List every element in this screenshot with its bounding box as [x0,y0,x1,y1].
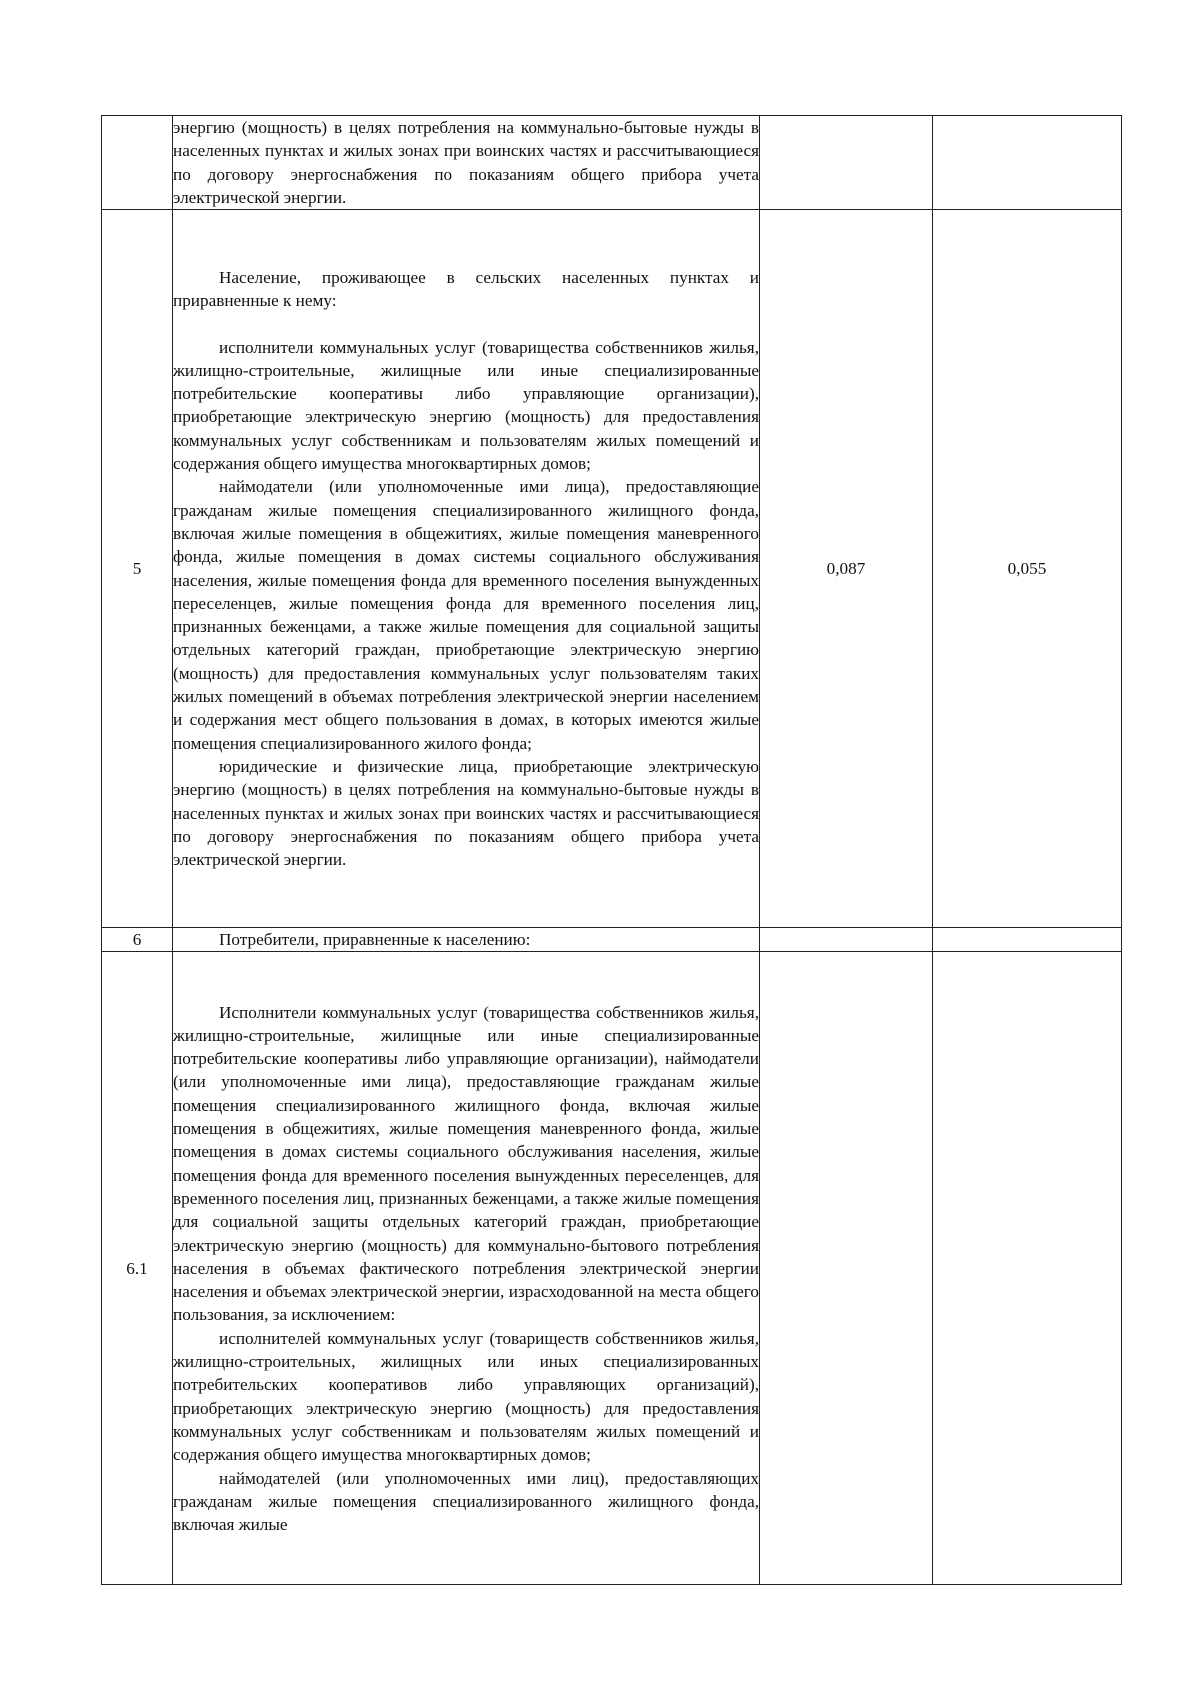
table-row [102,116,1122,210]
row-number-cell: 5 [102,210,173,928]
paragraph-spacer [173,313,759,336]
description-paragraph: энергию (мощность) в целях потребления на коммунально-бытовые нужды в населенных пунктах и жилых зонах при воинских частях и рассчитывающиеся по договору энергоснабжения по показаниям общего прибора учета электрической энергии. [173,118,759,207]
description-cell [173,210,760,928]
description-paragraph: Население, проживающее в сельских населенных пунктах и приравненные к нему: [173,267,759,311]
description-cell [173,928,760,952]
tariff-table [101,115,1122,1585]
value-cell-2: 0,055 [933,210,1122,928]
table-row [102,210,1122,928]
row-number-cell: 6.1 [102,952,173,1585]
description-paragraph: исполнителей коммунальных услуг (товариществ собственников жилья, жилищно-строительных, жилищных или иных специализированных потребительских кооперативов либо управляющих организаций), приобретающих электрическую энергию (мощность) для предоставления коммунальных услуг собственникам и пользователям жилых помещений и содержания общего имущества многоквартирных домов; [173,1328,759,1465]
value-cell-1 [760,928,933,952]
description-cell [173,952,760,1585]
description-paragraph: наймодателей (или уполномоченных ими лиц), предоставляющих гражданам жилые помещения специализированного жилищного фонда, включая жилые [173,1468,759,1535]
description-paragraph: наймодатели (или уполномоченные ими лица), предоставляющие гражданам жилые помещения специализированного жилищного фонда, включая жилые помещения в общежитиях, жилые помещения маневренного фонда, жилые помещения в домах системы социального обслуживания населения, жилые помещения фонда для временного поселения вынужденных переселенцев, жилые помещения фонда для временного поселения лиц, признанных беженцами, а также жилые помещения для социальной защиты отдельных категорий граждан, приобретающие электрическую энергию (мощность) для предоставления коммунальных услуг пользователям таких жилых помещений в объемах потребления электрической энергии населением и содержания мест общего пользования в домах, в которых имеются жилые помещения специализированного жилого фонда; [173,477,759,753]
value-cell-2 [933,116,1122,210]
description-paragraph: юридические и физические лица, приобретающие электрическую энергию (мощность) в целях потребления на коммунально-бытовые нужды в населенных пунктах и жилых зонах при воинских частях и рассчитывающиеся по договору энергоснабжения по показаниям общего прибора учета электрической энергии. [173,756,759,870]
description-paragraph: Потребители, приравненные к населению: [219,930,531,950]
value-cell-1 [760,116,933,210]
value-cell-1: 0,087 [760,210,933,928]
value-cell-2 [933,928,1122,952]
value-cell-1 [760,952,933,1585]
table-row [102,928,1122,952]
description-paragraph: исполнители коммунальных услуг (товарищества собственников жилья, жилищно-строительные, жилищные или иные специализированные потребительские кооперативы либо управляющие организации), приобретающие электрическую энергию (мощность) для предоставления коммунальных услуг собственникам и пользователям жилых помещений и содержания общего имущества многоквартирных домов; [173,337,759,474]
table-row [102,952,1122,1585]
description-paragraph: Исполнители коммунальных услуг (товарищества собственников жилья, жилищно-строительные, жилищные или иные специализированные потребительские кооперативы либо управляющие организации), наймодатели (или уполномоченные ими лица), предоставляющие гражданам жилые помещения специализированного жилищного фонда, включая жилые помещения в общежитиях, жилые помещения маневренного фонда, жилые помещения в домах системы социального обслуживания населения, жилые помещения фонда для временного поселения вынужденных переселенцев, для временного поселения лиц, признанных беженцами, а также жилые помещения для социальной защиты отдельных категорий граждан, приобретающие электрическую энергию (мощность) для коммунально-бытового потребления населения в объемах фактического потребления электрической энергии населения и объемах электрической энергии, израсходованной на места общего пользования, за исключением: [173,1002,759,1325]
description-cell [173,116,760,210]
value-cell-2 [933,952,1122,1585]
row-number-cell [102,116,173,210]
row-number-cell: 6 [102,928,173,952]
